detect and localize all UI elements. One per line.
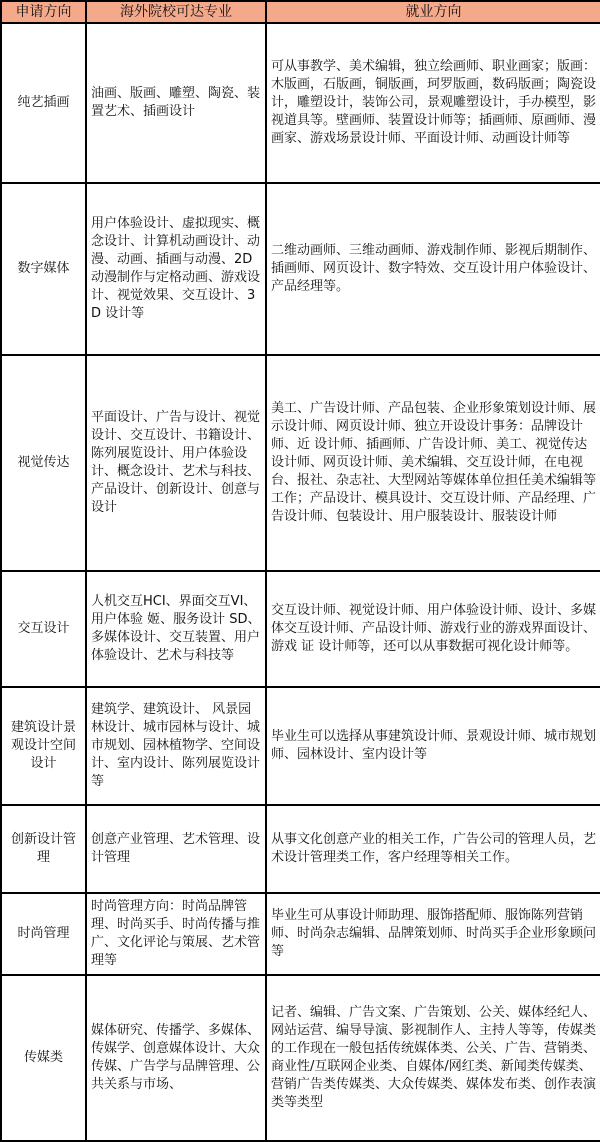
table-row: [1, 23, 600, 183]
majors-cell: 时尚管理方向：时尚品牌管理、时尚买手、时尚传播与推广、文化评论与策展、艺术管理等: [86, 893, 266, 975]
careers-cell: 从事文化创意产业的相关工作，广告公司的管理人员，艺术设计管理类工作，客户经理等相关工作。: [266, 805, 600, 893]
table-row: [1, 571, 600, 687]
table-row: [1, 975, 600, 1141]
careers-cell: 美工、广告设计师、产品包装、企业形象策划设计师、展示设计师、网页设计师、独立开设设计事务：品牌设计师、近 设计师、插画师、广告设计师、美工、视觉传达设计师、网页设计师、美术编辑、交互设计师，在电视台、报社、杂志社、大型网站等媒体单位担任美术编辑等工作；产品设计、模具设计、交互设计师、产品经理、广告设计师、包装设计、用户服装设计、服装设计师: [266, 355, 600, 571]
majors-cell: 用户体验设计、虚拟现实、概念设计、计算机动画设计、动漫、动画、插画与动漫、2D 动漫制作与定格动画、游戏设计、视觉效果、交互设计、3D 设计等: [86, 183, 266, 355]
majors-cell: 人机交互HCI、界面交互VI、用户体验 姬、服务设计 SD、多媒体设计、交互装置、用户体验设计、艺术与科技等: [86, 571, 266, 687]
careers-cell: 交互设计师、视觉设计师、用户体验设计师、设计、多媒体交互设计师、产品设计师、游戏行业的游戏界面设计、游戏 证 设计师等，还可以从事数据可视化设计师等。: [266, 571, 600, 687]
header-career-direction: 就业方向: [266, 1, 600, 23]
table-row: [1, 893, 600, 975]
header-overseas-majors: 海外院校可达专业: [86, 1, 266, 23]
majors-cell: 平面设计、广告与设计、视觉设计、交互设计、书籍设计、陈列展览设计、用户体验设计、概念设计、艺术与科技、产品设计、创新设计、创意与设计: [86, 355, 266, 571]
direction-cell: 视觉传达: [1, 355, 86, 571]
header-application-direction: 申请方向: [1, 1, 86, 23]
majors-cell: 创意产业管理、艺术管理、设计管理: [86, 805, 266, 893]
majors-cell: 媒体研究、传播学、多媒体、传媒学、创意媒体设计、大众传媒、广告学与品牌管理、公共关系与市场、: [86, 975, 266, 1141]
direction-cell: 传媒类: [1, 975, 86, 1141]
table-header: [1, 1, 600, 23]
careers-cell: 毕业生可从事设计师助理、服饰搭配师、服饰陈列营销师、时尚杂志编辑、品牌策划师、时尚买手企业形象顾问等: [266, 893, 600, 975]
table-row: [1, 687, 600, 805]
direction-cell: 纯艺插画: [1, 23, 86, 183]
table-row: [1, 805, 600, 893]
table-row: [1, 183, 600, 355]
table-body: [1, 23, 600, 1141]
direction-cell: 数字媒体: [1, 183, 86, 355]
majors-cell: 油画、版画、雕塑、陶瓷、装置艺术、插画设计: [86, 23, 266, 183]
careers-cell: 可从事教学、美术编辑，独立绘画师、职业画家；版画：木版画，石版画，铜版画，珂罗版画，数码版画；陶瓷设计，雕塑设计，装饰公司，景观雕塑设计，手办模型，影视道具等。壁画师、装置设计师等；插画师、原画师、漫画家、游戏场景设计师、平面设计师、动画设计师等: [266, 23, 600, 183]
careers-cell: 记者、编辑、广告文案、广告策划、公关、媒体经纪人、网站运营、编导导演、影视制作人、主持人等等，传媒类的工作现在一般包括传统媒体类、公关、广告、营销类、商业性/互联网企业类、自媒体/网红类、新闻类传媒类、营销广告类传媒类、大众传媒类、媒体发布类、创作表演类等类型: [266, 975, 600, 1141]
table-row: [1, 355, 600, 571]
careers-cell: 二维动画师、三维动画师、游戏制作师、影视后期制作、插画师、网页设计、数字特效、交互设计用户体验设计、产品经理等。: [266, 183, 600, 355]
careers-cell: 毕业生可以选择从事建筑设计师、景观设计师、城市规划师、园林设计、室内设计等: [266, 687, 600, 805]
majors-cell: 建筑学、建筑设计、 风景园林设计、城市园林与设计、城市规划、园林植物学、空间设计、室内设计、陈列展览设计等: [86, 687, 266, 805]
direction-cell: 交互设计: [1, 571, 86, 687]
direction-cell: 时尚管理: [1, 893, 86, 975]
direction-cell: 创新设计管理: [1, 805, 86, 893]
header-row: [1, 1, 600, 23]
direction-cell: 建筑设计景观设计空间设计: [1, 687, 86, 805]
